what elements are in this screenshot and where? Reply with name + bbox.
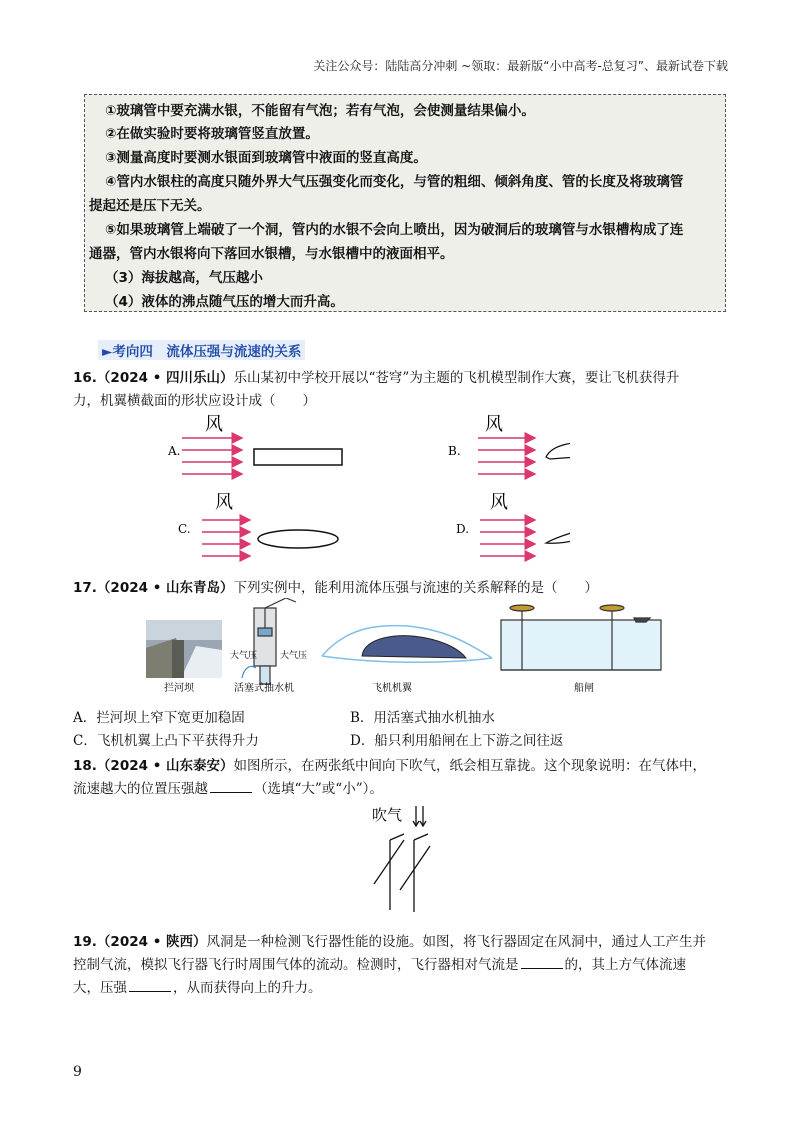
q19-line3 xyxy=(73,976,322,996)
section-heading: ►考向四 流体压强与流速的关系 xyxy=(98,340,305,360)
q19-text-post: 的，其上方气体流速 xyxy=(564,957,686,973)
wind-label: 风 xyxy=(215,492,233,513)
note-line: （3）海拔越高，气压越小 xyxy=(105,270,263,286)
wing-shape-d xyxy=(546,523,570,543)
q18-figure xyxy=(360,800,450,930)
blow-arrows xyxy=(413,806,426,826)
q18-text-pre: 流速越大的位置压强越 xyxy=(73,781,208,797)
pump-image xyxy=(242,598,296,684)
note-line: ③测量高度时要测水银面到玻璃管中液面的竖直高度。 xyxy=(105,150,427,166)
wind-arrows-c xyxy=(202,520,250,556)
q19-text3-pre: 大，压强 xyxy=(73,980,127,996)
q18-text-post: （选填“大”或“小”）。 xyxy=(254,781,383,797)
q16-line1 xyxy=(73,366,679,386)
q17-choice-c[interactable]: C．飞机机翼上凸下平获得升力 xyxy=(73,733,259,749)
note-line: （4）液体的沸点随气压的增大而升高。 xyxy=(105,294,344,310)
dam-image xyxy=(146,620,222,678)
q17-text: 下列实例中，能利用流体压强与流速的关系解释的是（ ） xyxy=(233,580,599,596)
q17-choice-d[interactable]: D．船只利用船闸在上下游之间往返 xyxy=(350,733,564,749)
q16-source: （2024 • 四川乐山） xyxy=(96,370,234,386)
notes-box xyxy=(84,94,726,312)
q16-number: 16. xyxy=(73,370,97,386)
note-line: ⑤如果玻璃管上端破了一个洞，管内的水银不会向上喷出，因为破洞后的玻璃管与水银槽构成了连 xyxy=(105,222,684,238)
ship-lock-image xyxy=(501,605,661,670)
q19-number: 19. xyxy=(73,934,97,950)
q19-answer-blank-2[interactable] xyxy=(129,979,171,992)
wing-shape-a xyxy=(254,449,342,465)
q19-line2 xyxy=(73,953,686,973)
option-c-label: C. xyxy=(178,522,191,536)
pump-caption: 活塞式抽水机 xyxy=(234,683,294,694)
option-d-label: D. xyxy=(456,522,470,536)
q17-number: 17. xyxy=(73,580,97,596)
wing-caption: 飞机机翼 xyxy=(372,683,412,694)
q19-text: 风洞是一种检测飞行器性能的设施。如图，将飞行器固定在风洞中，通过人工产生并 xyxy=(206,934,707,950)
note-line: 通器，管内水银将向下落回水银槽，与水银槽中的液面相平。 xyxy=(89,246,454,262)
q17-source: （2024 • 山东青岛） xyxy=(96,580,234,596)
note-line: ②在做实验时要将玻璃管竖直放置。 xyxy=(105,126,319,142)
option-a-label: A. xyxy=(168,444,181,458)
q19-source: （2024 • 陕西） xyxy=(96,934,207,950)
note-line: 提起还是压下无关。 xyxy=(89,198,211,214)
wing-shape-b xyxy=(546,443,570,459)
wind-label: 风 xyxy=(490,492,508,513)
pump-air-label: 大气压 xyxy=(280,651,308,661)
q18-text: 如图所示，在两张纸中间向下吹气，纸会相互靠拢。这个现象说明：在气体中， xyxy=(233,758,707,774)
wind-arrows-d xyxy=(480,520,535,556)
option-b-label: B. xyxy=(448,444,461,458)
wing-shape-c xyxy=(258,530,338,548)
page-number: 9 xyxy=(73,1064,82,1080)
q18-line1 xyxy=(73,754,706,774)
q18-source: （2024 • 山东泰安） xyxy=(96,758,234,774)
wind-label: 风 xyxy=(205,414,223,435)
q19-line1 xyxy=(73,930,706,950)
wing-image xyxy=(322,626,492,663)
q18-answer-blank[interactable] xyxy=(210,780,252,793)
q18-number: 18. xyxy=(73,758,97,774)
q19-text-pre: 控制气流，模拟飞行器飞行时周围气体的流动。检测时，飞行器相对气流是 xyxy=(73,957,519,973)
q17-line1 xyxy=(73,576,598,596)
blow-label: 吹气 xyxy=(372,806,403,824)
q16-text: 乐山某初中学校开展以“苍穹”为主题的飞机模型制作大赛，要让飞机获得升 xyxy=(233,370,680,386)
note-line: ①玻璃管中要充满水银，不能留有气泡；若有气泡，会使测量结果偏小。 xyxy=(105,103,535,119)
q17-choice-b[interactable]: B．用活塞式抽水机抽水 xyxy=(350,710,495,726)
q18-line2 xyxy=(73,777,383,797)
q16-figure xyxy=(150,405,570,575)
q17-choice-a[interactable]: A．拦河坝上窄下宽更加稳固 xyxy=(73,710,245,726)
ship-lock-caption: 船闸 xyxy=(574,683,594,694)
q19-answer-blank-1[interactable] xyxy=(521,956,563,969)
dam-caption: 拦河坝 xyxy=(164,683,194,694)
q16-line2: 力，机翼横截面的形状应设计成（ ） xyxy=(73,393,316,409)
paper-sheets xyxy=(374,834,430,912)
note-line: ④管内水银柱的高度只随外界大气压强变化而变化，与管的粗细、倾斜角度、管的长度及将玻璃管 xyxy=(105,174,684,190)
header-note: 关注公众号：陆陆高分冲刺 ~领取：最新版“小中高考-总复习”、最新试卷下载 xyxy=(313,59,728,73)
wind-arrows-b xyxy=(478,438,535,474)
wind-label: 风 xyxy=(485,414,503,435)
q17-figure xyxy=(146,598,666,696)
wind-arrows-a xyxy=(182,438,242,474)
q19-text3-post: ，从而获得向上的升力。 xyxy=(173,980,322,996)
pump-air-label: 大气压 xyxy=(230,651,258,661)
